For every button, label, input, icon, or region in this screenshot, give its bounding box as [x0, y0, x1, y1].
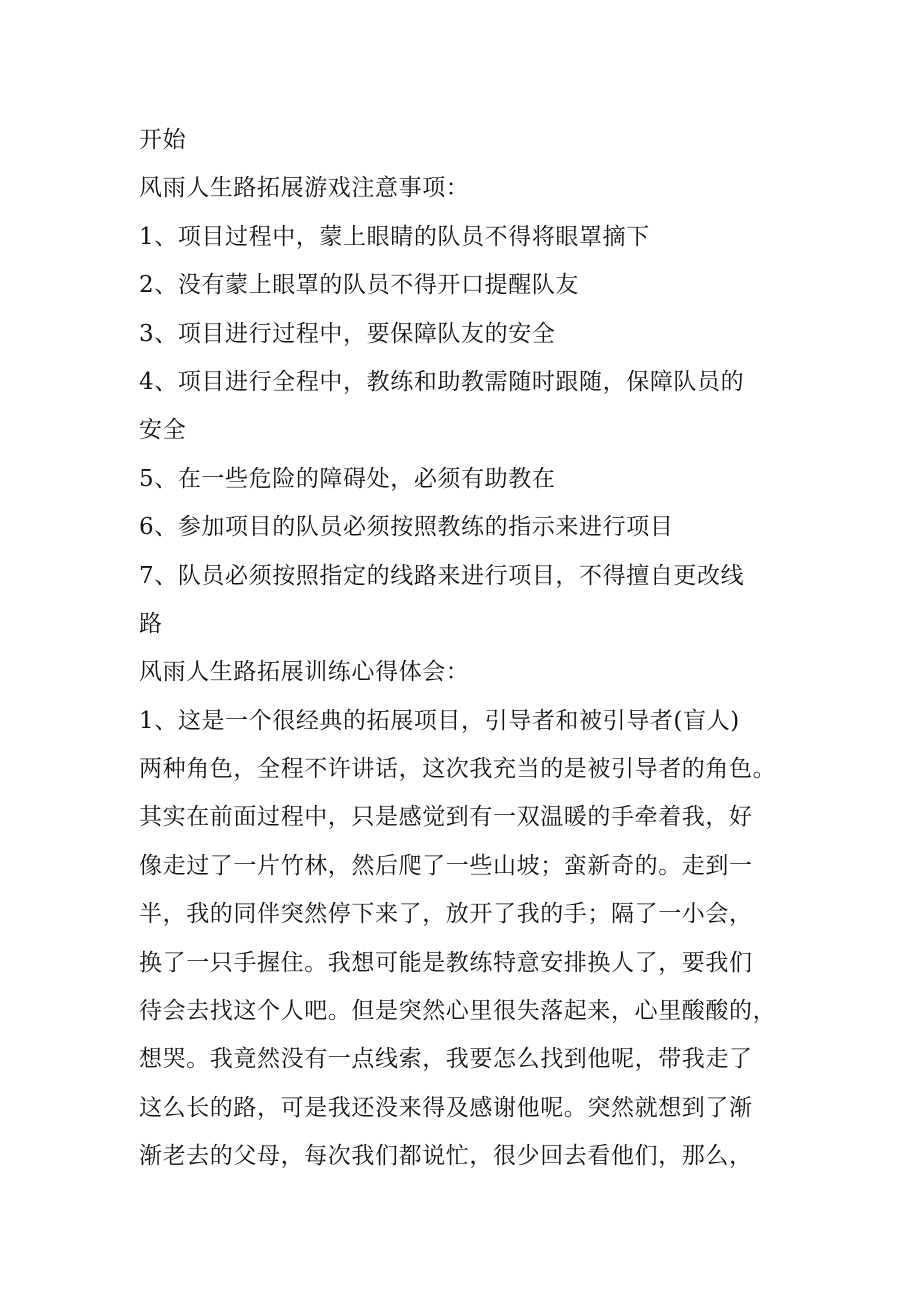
paragraph-line: 像走过了一片竹林，然后爬了一些山坡；蛮新奇的。走到一: [139, 852, 753, 879]
precaution-item-6: 6、参加项目的队员必须按照教练的指示来进行项目: [139, 514, 674, 541]
precaution-item-4: 4、项目进行全程中，教练和助教需随时跟随，保障队员的: [139, 368, 745, 395]
precaution-item-4-continued: 安全: [139, 417, 187, 444]
paragraph-line: 其实在前面过程中，只是感觉到有一双温暖的手牵着我，好: [139, 804, 753, 831]
paragraph-line: 渐老去的父母，每次我们都说忙，很少回去看他们，那么，: [139, 1143, 753, 1170]
paragraph-line: 这么长的路，可是我还没来得及感谢他呢。突然就想到了渐: [139, 1094, 753, 1121]
section-title-precautions: 风雨人生路拓展游戏注意事项：: [139, 175, 470, 202]
paragraph-line: 两种角色，全程不许讲话，这次我充当的是被引导者的角色。: [139, 756, 777, 783]
precaution-item-3: 3、项目进行过程中，要保障队友的安全: [139, 320, 556, 347]
paragraph-line: 半，我的同伴突然停下来了，放开了我的手；隔了一小会，: [139, 901, 753, 928]
heading-start: 开始: [139, 127, 187, 153]
paragraph-line: 想哭。我竟然没有一点线索，我要怎么找到他呢，带我走了: [139, 1046, 753, 1073]
precaution-item-7: 7、队员必须按照指定的线路来进行项目，不得擅自更改线: [139, 562, 745, 589]
document-body: [139, 116, 799, 1181]
precaution-item-1: 1、项目过程中，蒙上眼睛的队员不得将眼罩摘下: [139, 223, 650, 250]
paragraph-line: 换了一只手握住。我想可能是教练特意安排换人了，要我们: [139, 949, 753, 976]
paragraph-line: 1、这是一个很经典的拓展项目，引导者和被引导者(盲人): [139, 707, 740, 734]
precaution-item-5: 5、在一些危险的障碍处，必须有助教在: [139, 465, 556, 492]
paragraph-line: 待会去找这个人吧。但是突然心里很失落起来，心里酸酸的，: [139, 998, 777, 1025]
precaution-item-7-continued: 路: [139, 610, 163, 637]
section-title-reflections: 风雨人生路拓展训练心得体会：: [139, 659, 470, 686]
precaution-item-2: 2、没有蒙上眼罩的队员不得开口提醒队友: [139, 272, 580, 299]
